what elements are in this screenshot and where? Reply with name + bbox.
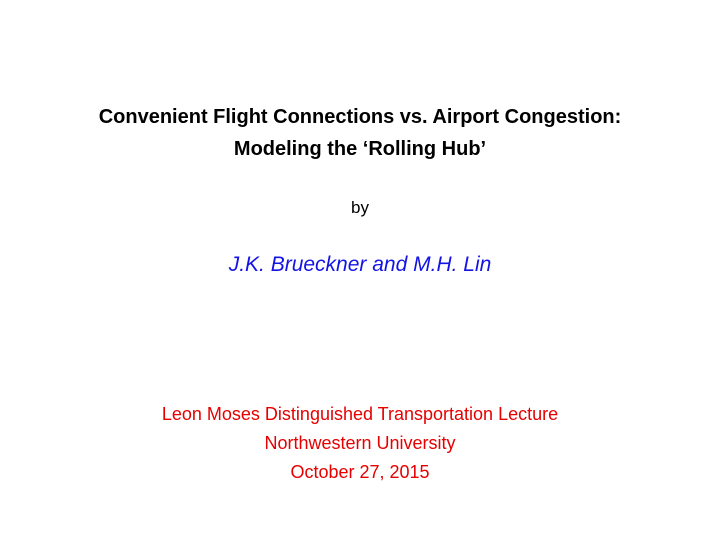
authors: J.K. Brueckner and M.H. Lin [228,253,492,276]
by-label: by [351,198,369,217]
lecture-date: October 27, 2015 [290,462,430,482]
lecture-name: Leon Moses Distinguished Transportation Lecture [161,404,559,424]
slide-title-line-1: Convenient Flight Connections vs. Airport Congestion: [98,106,622,128]
institution: Northwestern University [264,433,456,453]
slide-title-line-2: Modeling the ‘Rolling Hub’ [233,138,487,160]
